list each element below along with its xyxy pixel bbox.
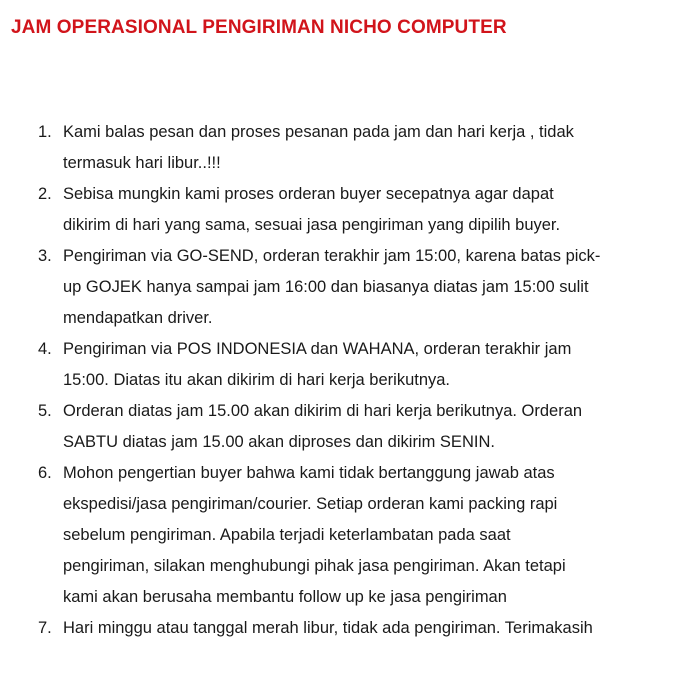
rule-text-line: SABTU diatas jam 15.00 akan diproses dan dikirim SENIN. bbox=[63, 433, 495, 451]
rule-text-line: termasuk hari libur..!!! bbox=[63, 154, 221, 172]
shipping-rules-list bbox=[38, 117, 660, 644]
rule-item-1 bbox=[38, 117, 660, 179]
rule-text-line: Orderan diatas jam 15.00 akan dikirim di hari kerja berikutnya. Orderan bbox=[63, 402, 583, 420]
rule-text-line: dikirim di hari yang sama, sesuai jasa pengiriman yang dipilih buyer. bbox=[63, 216, 561, 234]
rule-number: 2. bbox=[38, 185, 52, 203]
rule-number: 5. bbox=[38, 402, 52, 420]
rule-number: 1. bbox=[38, 123, 52, 141]
rule-text-line: kami akan berusaha membantu follow up ke jasa pengiriman bbox=[63, 588, 507, 606]
rule-number: 6. bbox=[38, 464, 52, 482]
rule-text-line: up GOJEK hanya sampai jam 16:00 dan biasanya diatas jam 15:00 sulit bbox=[63, 278, 589, 296]
rule-text-line: Pengiriman via GO-SEND, orderan terakhir jam 15:00, karena batas pick- bbox=[63, 247, 601, 265]
rule-number: 4. bbox=[38, 340, 52, 358]
rule-number: 7. bbox=[38, 619, 52, 637]
rule-text-line: Hari minggu atau tanggal merah libur, tidak ada pengiriman. Terimakasih bbox=[63, 619, 593, 637]
rule-text-line: sebelum pengiriman. Apabila terjadi keterlambatan pada saat bbox=[63, 526, 511, 544]
rule-text-line: Mohon pengertian buyer bahwa kami tidak bertanggung jawab atas bbox=[63, 464, 555, 482]
rule-text-line: mendapatkan driver. bbox=[63, 309, 213, 327]
rule-text-line: Sebisa mungkin kami proses orderan buyer secepatnya agar dapat bbox=[63, 185, 554, 203]
rule-text-line: pengiriman, silakan menghubungi pihak jasa pengiriman. Akan tetapi bbox=[63, 557, 566, 575]
rule-item-6 bbox=[38, 458, 660, 613]
rule-text-line: ekspedisi/jasa pengiriman/courier. Setiap orderan kami packing rapi bbox=[63, 495, 558, 513]
page-title: JAM OPERASIONAL PENGIRIMAN NICHO COMPUTER bbox=[11, 17, 507, 38]
rule-item-3 bbox=[38, 241, 660, 334]
rule-item-5 bbox=[38, 396, 660, 458]
rule-item-4 bbox=[38, 334, 660, 396]
rule-text-line: Pengiriman via POS INDONESIA dan WAHANA, orderan terakhir jam bbox=[63, 340, 572, 358]
rule-item-7 bbox=[38, 613, 660, 644]
rule-number: 3. bbox=[38, 247, 52, 265]
rule-text-line: 15:00. Diatas itu akan dikirim di hari kerja berikutnya. bbox=[63, 371, 451, 389]
rule-item-2 bbox=[38, 179, 660, 241]
rule-text-line: Kami balas pesan dan proses pesanan pada jam dan hari kerja , tidak bbox=[63, 123, 574, 141]
